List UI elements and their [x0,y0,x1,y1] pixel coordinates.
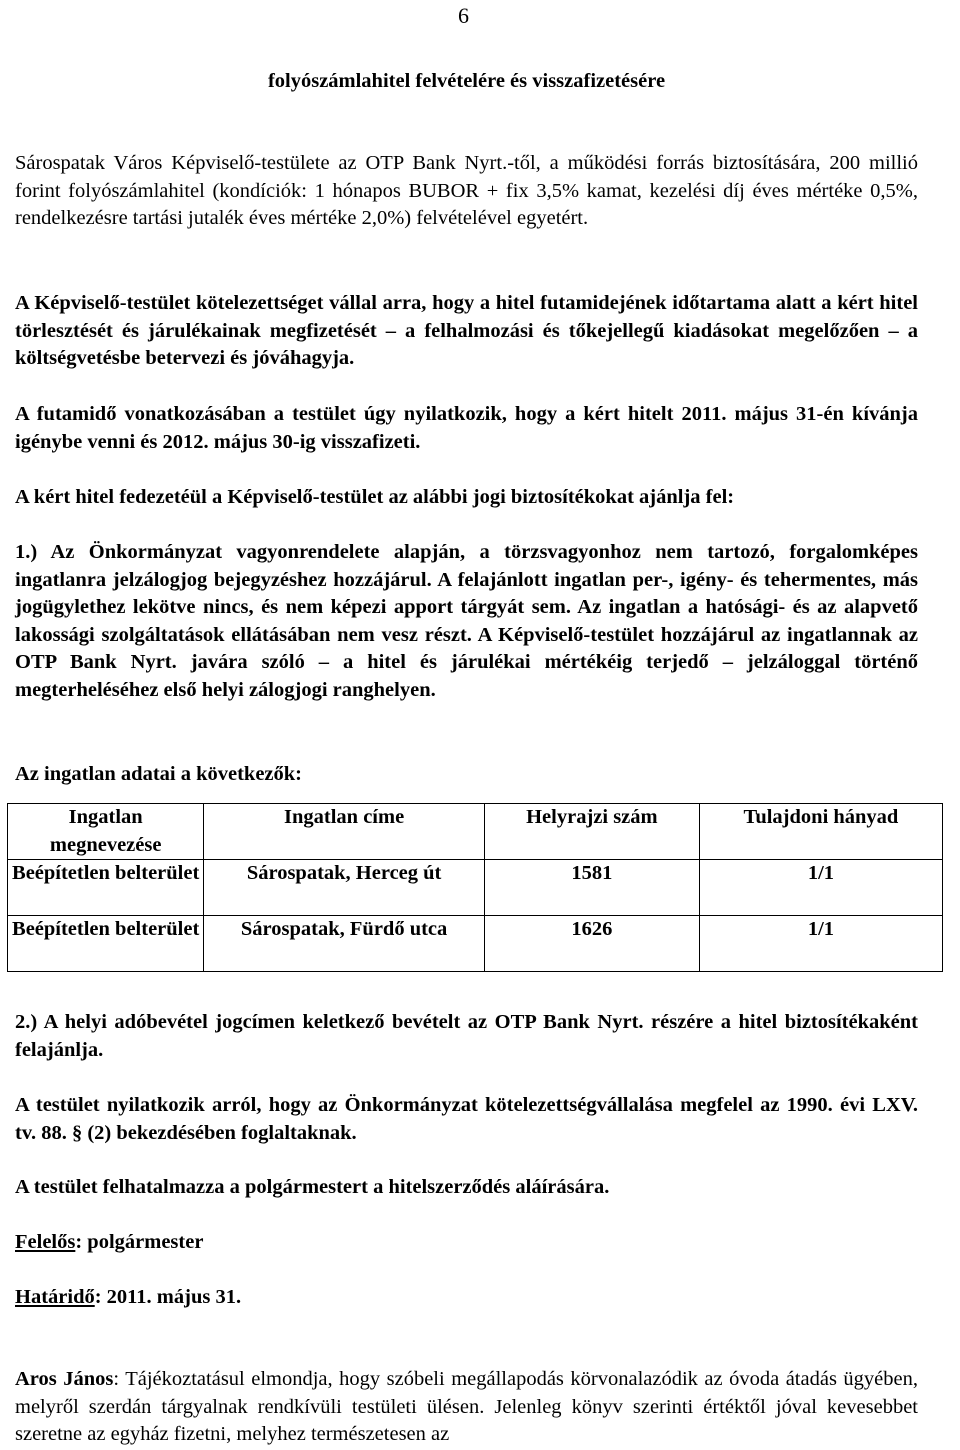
table-header-cell: Ingatlan címe [204,804,485,860]
property-table [7,803,943,972]
deadline-line [15,1284,918,1312]
paragraph-collateral-intro: A kért hitel fedezetéül a Képviselő-testület az alábbi jogi biztosítékokat ajánlja fel: [15,486,735,508]
table-row [8,916,943,972]
table-cell: Beépítetlen belterület [8,860,204,916]
paragraph-credit-approval: Sárospatak Város Képviselő-testülete az OTP Bank Nyrt.-től, a működési forrás biztosítására, 200 millió forint folyószámlahitel (kondíciók: 1 hónapos BUBOR + fix 3,5% kamat, kezelési díj éves mértéke 0,5%, rendelkezésre tartási jutalék éves mértéke 2,0%) felvételével egyetért. [15,152,918,230]
page-number: 6 [458,3,469,28]
deadline-value: : 2011. május 31. [94,1286,242,1308]
paragraph-commitment: A Képviselő-testület kötelezettséget vállal arra, hogy a hitel futamidejének időtartama alatt a kért hitel törlesztését és járulékainak megfizetését – a felhalmozási és tőkejellegű kiadásokat megelőzően – a költségvetésbe betervezi és jóváhagyja. [15,292,918,370]
paragraph-tax-revenue: 2.) A helyi adóbevétel jogcímen keletkező bevételt az OTP Bank Nyrt. részére a hitel biztosítékaként felajánlja. [15,1011,918,1061]
table-header-row [8,804,943,860]
speaker-text: : Tájékoztatásul elmondja, hogy szóbeli megállapodás körvonalazódik az óvoda átadás ügyében, melyről szerdán tárgyalnak rendkívüli testületi ülésen. Jelenleg könyv szerinti értéktől jóval kevesebbet szeretne az egyház fizetni, melyhez természetesen az [15,1368,918,1446]
section-symbol: § [71,1121,83,1144]
law-text-start: A testület nyilatkozik arról, hogy az Önkormányzat kötelezettségvállalása megfelel az 1990. évi LXV. tv. 88. [15,1094,918,1144]
responsible-value: : polgármester [75,1231,204,1253]
table-row [8,860,943,916]
table-cell: 1626 [484,916,699,972]
paragraph-authorization: A testület felhatalmazza a polgármestert a hitelszerződés aláírására. [15,1176,610,1198]
table-cell: 1/1 [699,860,942,916]
table-cell: Sárospatak, Fürdő utca [204,916,485,972]
table-cell: 1/1 [699,916,942,972]
paragraph-speaker [15,1366,918,1449]
table-cell: 1581 [484,860,699,916]
table-cell: Beépítetlen belterület [8,916,204,972]
responsible-label: Felelős [15,1231,76,1253]
paragraph-mortgage: 1.) Az Önkormányzat vagyonrendelete alapján, a törzsvagyonhoz nem tartozó, forgalomképes ingatlanra jelzálogjog bejegyzéshez hozzájárul. A felajánlott ingatlan per-, igény- és tehermentes, más jogügylethez lekötve nincs, és nem képezi apport tárgyát sem. Az ingatlan a hatósági- és az alapvető lakossági szolgáltatások ellátásában nem vesz részt. A Képviselő-testület hozzájárul az ingatlannak az OTP Bank Nyrt. javára szóló – a hitel és járulékai mértékéig terjedő – jelzáloggal történő megterheléséhez első helyi zálogjogi ranghelyen. [15,541,918,701]
table-cell: Sárospatak, Herceg út [204,860,485,916]
paragraph-term: A futamidő vonatkozásában a testület úgy nyilatkozik, hogy a kért hitelt 2011. május 31-én kívánja igénybe venni és 2012. május 30-ig visszafizeti. [15,403,918,453]
paragraph-law-compliance [15,1092,918,1147]
table-header-cell: Tulajdoni hányad [699,804,942,860]
table-header-cell: Helyrajzi szám [484,804,699,860]
responsible-line [15,1229,918,1257]
deadline-label: Határidő [15,1286,95,1308]
document-heading: folyószámlahitel felvételére és visszafizetésére [267,70,666,92]
law-text-end: (2) bekezdésében foglaltaknak. [82,1121,357,1144]
table-header-cell: Ingatlan megnevezése [8,804,204,860]
paragraph-property-intro: Az ingatlan adatai a következők: [15,763,302,785]
speaker-name: Aros János [15,1368,114,1390]
